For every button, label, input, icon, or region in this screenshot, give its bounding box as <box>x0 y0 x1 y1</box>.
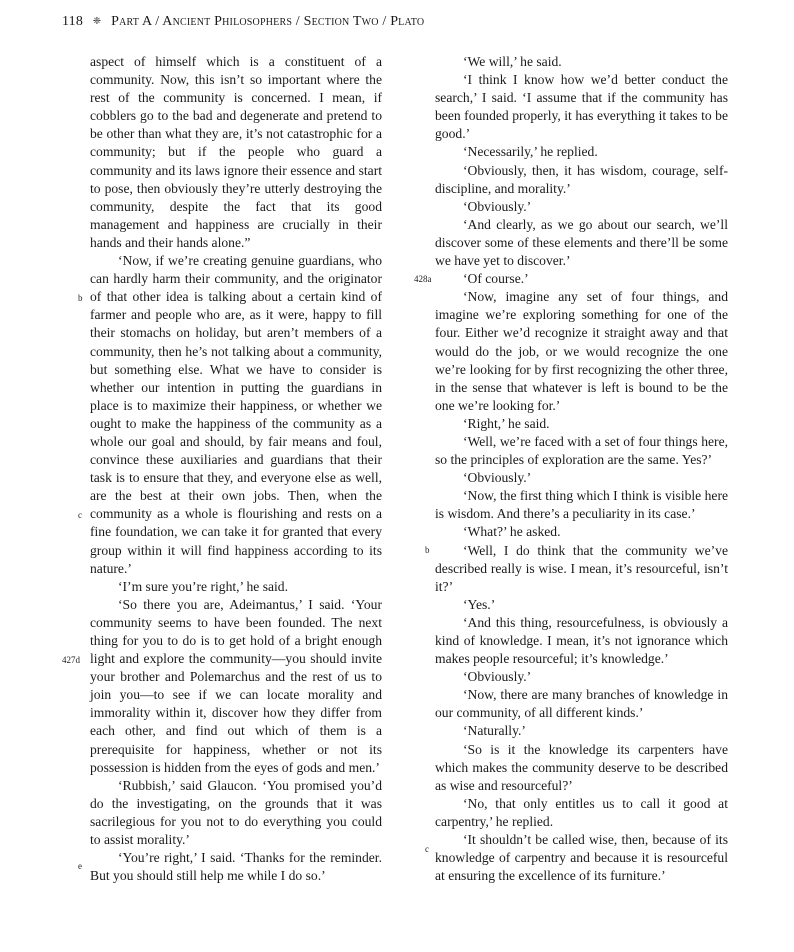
paragraph: ‘Now, if we’re creating genuine guardians, who can hardly harm their community, and the originator of that other idea is talking about a certain kind of farmer and people who are, as it were, happy to fill their stomachs on holiday, but aren’t members of a community, then he’s not talking about a community, but something else. What we have to consider is whether our intention in putting the guardians in place is to maximize their happiness, or whether we ought to make the happiness of the community as a whole our goal and should, by fair means and foul, convince these auxiliaries and guardians that their task is to ensure that they, and everyone else as well, are the best at their own jobs. Then, when the community as a whole is flourishing and rests on a fine foundation, we can take it for granted that every group within it will find happiness according to its nature.’ <box>90 253 382 576</box>
margin-marker-b-right: b <box>425 545 430 555</box>
paragraph: ‘It shouldn’t be called wise, then, because of its knowledge of carpentry and because it is resourceful at ensuring the excellence of its furniture.’ <box>435 832 728 884</box>
paragraph: ‘Well, I do think that the community we’ve described really is wise. I mean, it’s resourceful, isn’t it?’ <box>435 542 728 594</box>
paragraph: ‘Of course.’ <box>463 271 529 287</box>
paragraph: ‘Obviously.’ <box>463 198 532 214</box>
header-title: Part A / Ancient Philosophers / Section Two / Plato <box>111 14 425 29</box>
margin-marker-427d: 427d <box>62 655 80 665</box>
paragraph: ‘So there you are, Adeimantus,’ I said. ‘Your community seems to have been founded. The next thing for you to do is to get hold of a bright enough light and explore the community—you should invite your brother and Polemarchus and the rest of us to join you—to see if we can locate morality and immorality within it, discover how they differ from each other, and find out which of them is a prerequisite for happiness, whether or not its possession is hidden from the eyes of gods and men.’ <box>90 596 382 775</box>
right-column <box>435 53 728 885</box>
paragraph: ‘What?’ he asked. <box>463 524 561 540</box>
paragraph: ‘Obviously.’ <box>463 669 532 685</box>
margin-marker-b: b <box>78 293 83 303</box>
ornament-icon: ❈ <box>92 16 102 27</box>
paragraph: ‘I’m sure you’re right,’ he said. <box>118 578 288 594</box>
paragraph: ‘Right,’ he said. <box>463 415 550 431</box>
paragraph: aspect of himself which is a constituent of a community. Now, this isn’t so important where the rest of the community is concerned. I mean, if cobblers go to the bad and degenerate and pretend to be other than what they are, it’s not catastrophic for a community; but if the people who guard a community and its laws ignore their essence and start to pose, then obviously they’re utterly destroying the community, despite the fact that its good management and happiness are crucially in their hands and their hands alone.” <box>90 54 382 250</box>
paragraph: ‘No, that only entitles us to call it good at carpentry,’ he replied. <box>435 795 728 829</box>
paragraph: ‘And clearly, as we go about our search, we’ll discover some of these elements and there’ll be some we have yet to discover.’ <box>435 216 728 269</box>
margin-marker-e: e <box>78 861 82 871</box>
running-header <box>62 14 424 30</box>
paragraph: ‘Now, the first thing which I think is visible here is wisdom. And there’s a peculiarity in its case.’ <box>435 488 728 522</box>
left-column <box>90 53 382 885</box>
paragraph: ‘Obviously.’ <box>463 470 532 486</box>
paragraph: ‘Well, we’re faced with a set of four things here, so the principles of exploration are the same. Yes?’ <box>435 433 728 468</box>
margin-marker-428a: 428a <box>414 274 432 284</box>
paragraph: ‘And this thing, resourcefulness, is obviously a kind of knowledge. I mean, it’s not ignorance which makes people resourceful; it’s knowledge.’ <box>435 614 728 667</box>
paragraph: ‘Necessarily,’ he replied. <box>463 144 598 160</box>
paragraph: ‘Obviously, then, it has wisdom, courage, self-discipline, and morality.’ <box>435 162 728 196</box>
page-number: 118 <box>62 14 84 29</box>
paragraph: ‘You’re right,’ I said. ‘Thanks for the reminder. But you should still help me while I do so.’ <box>90 850 382 884</box>
paragraph: ‘Rubbish,’ said Glaucon. ‘You promised you’d do the investigating, on the grounds that it was sacrilegious for you not to do everything you could to assist morality.’ <box>90 777 382 848</box>
margin-marker-c-right: c <box>425 844 429 854</box>
paragraph: ‘Now, there are many branches of knowledge in our community, of all different kinds.’ <box>435 687 728 721</box>
paragraph: ‘I think I know how we’d better conduct the search,’ I said. ‘I assume that if the community has been founded properly, it has everything it takes to be good.’ <box>435 72 728 142</box>
paragraph: ‘Yes.’ <box>463 596 496 612</box>
paragraph: ‘So is it the knowledge its carpenters have which makes the community deserve to be described as wise and resourceful?’ <box>435 741 728 793</box>
paragraph: ‘Naturally.’ <box>463 723 526 739</box>
paragraph: ‘We will,’ he said. <box>463 54 562 69</box>
margin-marker-c: c <box>78 510 82 520</box>
paragraph: ‘Now, imagine any set of four things, and imagine we’re exploring something for one of the four. Either we’d recognize it straight away and that would do the job, or we would recognize the one we’re looking for by first recognizing the other three, in the sense that whatever is left is bound to be the one we’re looking for.’ <box>435 289 728 413</box>
